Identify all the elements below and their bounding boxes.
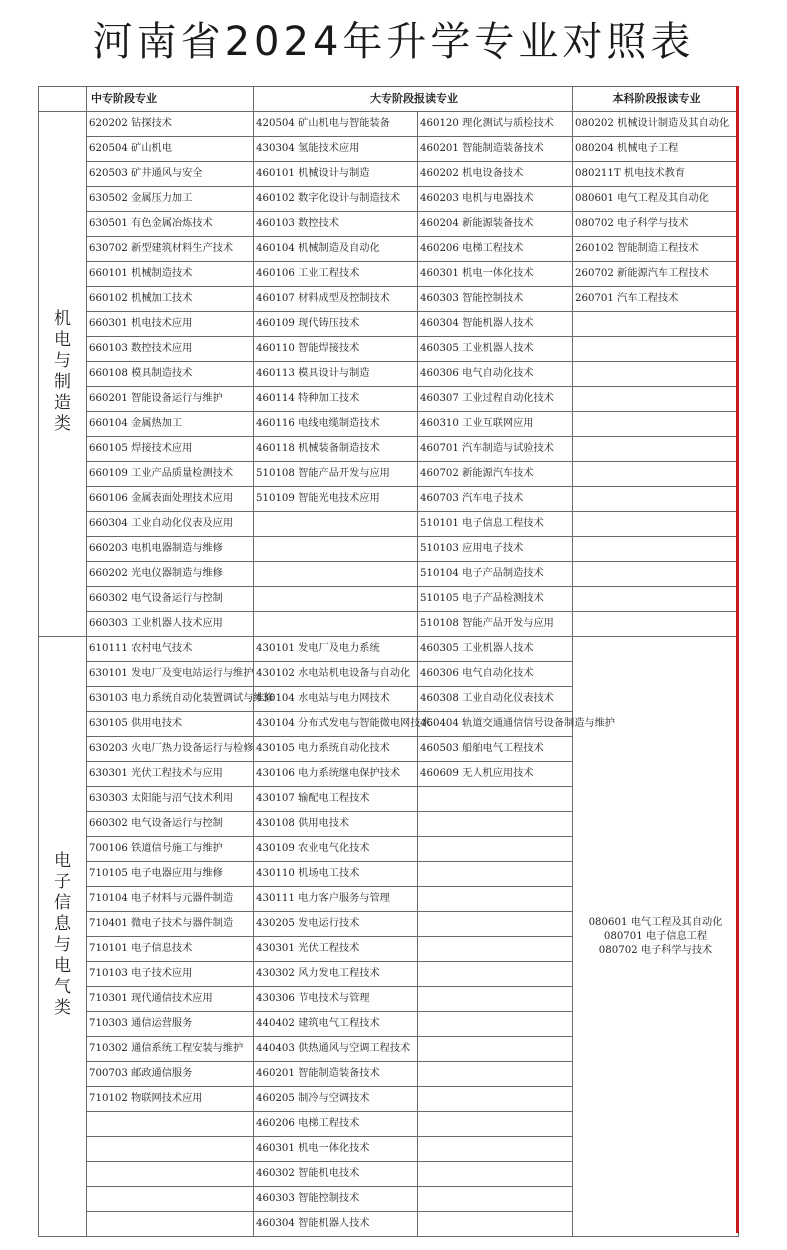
zhongzhuan-cell: 660201 智能设备运行与维护	[87, 387, 254, 412]
zhongzhuan-cell: 700703 邮政通信服务	[87, 1062, 254, 1087]
dazhuan-cell-a: 430104 水电站与电力网技术	[254, 687, 418, 712]
benke-cell	[573, 437, 739, 462]
zhongzhuan-cell: 630301 光伏工程技术与应用	[87, 762, 254, 787]
dazhuan-cell-b: 510105 电子产品检测技术	[418, 587, 573, 612]
dazhuan-cell-b	[418, 1037, 573, 1062]
dazhuan-cell-a: 460114 特种加工技术	[254, 387, 418, 412]
zhongzhuan-cell: 660202 光电仪器制造与维修	[87, 562, 254, 587]
benke-merged-item: 080601 电气工程及其自动化	[588, 916, 723, 928]
table-row	[39, 237, 739, 262]
table-row	[39, 612, 739, 637]
dazhuan-cell-b: 460503 船舶电气工程技术	[418, 737, 573, 762]
zhongzhuan-cell: 710302 通信系统工程安装与维护	[87, 1037, 254, 1062]
zhongzhuan-cell	[87, 1112, 254, 1137]
dazhuan-cell-a: 440403 供热通风与空调工程技术	[254, 1037, 418, 1062]
table-row	[39, 337, 739, 362]
table-row	[39, 287, 739, 312]
dazhuan-cell-a: 430109 农业电气化技术	[254, 837, 418, 862]
dazhuan-cell-a: 430304 氢能技术应用	[254, 137, 418, 162]
table-row	[39, 487, 739, 512]
dazhuan-cell-a: 460103 数控技术	[254, 212, 418, 237]
dazhuan-cell-b: 460701 汽车制造与试验技术	[418, 437, 573, 462]
dazhuan-cell-b: 460308 工业自动化仪表技术	[418, 687, 573, 712]
zhongzhuan-cell: 620504 矿山机电	[87, 137, 254, 162]
category-label: 机电与制造类	[54, 309, 71, 434]
zhongzhuan-cell: 660102 机械加工技术	[87, 287, 254, 312]
dazhuan-cell-b: 460404 轨道交通通信信号设备制造与维护	[418, 712, 573, 737]
dazhuan-cell-b: 460306 电气自动化技术	[418, 362, 573, 387]
dazhuan-cell-a: 460301 机电一体化技术	[254, 1137, 418, 1162]
benke-cell	[573, 462, 739, 487]
dazhuan-cell-a: 460116 电线电缆制造技术	[254, 412, 418, 437]
zhongzhuan-cell: 710303 通信运营服务	[87, 1012, 254, 1037]
dazhuan-cell-a: 430111 电力客户服务与管理	[254, 887, 418, 912]
dazhuan-cell-a	[254, 562, 418, 587]
dazhuan-cell-b	[418, 887, 573, 912]
zhongzhuan-cell: 710401 微电子技术与器件制造	[87, 912, 254, 937]
category-cell	[39, 112, 87, 637]
dazhuan-cell-b: 460305 工业机器人技术	[418, 637, 573, 662]
zhongzhuan-cell	[87, 1187, 254, 1212]
dazhuan-cell-b: 460301 机电一体化技术	[418, 262, 573, 287]
dazhuan-cell-b	[418, 1187, 573, 1212]
dazhuan-cell-b	[418, 1112, 573, 1137]
dazhuan-cell-a: 430101 发电厂及电力系统	[254, 637, 418, 662]
zhongzhuan-cell: 630103 电力系统自动化装置调试与维修	[87, 687, 254, 712]
table-row	[39, 387, 739, 412]
dazhuan-cell-a	[254, 612, 418, 637]
table-row	[39, 137, 739, 162]
dazhuan-cell-b: 460702 新能源汽车技术	[418, 462, 573, 487]
dazhuan-cell-a: 440402 建筑电气工程技术	[254, 1012, 418, 1037]
dazhuan-cell-b	[418, 962, 573, 987]
dazhuan-cell-b	[418, 912, 573, 937]
zhongzhuan-header: 中专阶段专业	[87, 87, 254, 112]
zhongzhuan-cell: 630203 火电厂热力设备运行与检修	[87, 737, 254, 762]
dazhuan-cell-b: 460303 智能控制技术	[418, 287, 573, 312]
dazhuan-cell-b	[418, 1137, 573, 1162]
benke-cell: 080702 电子科学与技术	[573, 212, 739, 237]
dazhuan-cell-b	[418, 937, 573, 962]
zhongzhuan-cell: 630101 发电厂及变电站运行与维护	[87, 662, 254, 687]
dazhuan-cell-b: 510108 智能产品开发与应用	[418, 612, 573, 637]
dazhuan-cell-b: 460310 工业互联网应用	[418, 412, 573, 437]
dazhuan-cell-a: 510109 智能光电技术应用	[254, 487, 418, 512]
zhongzhuan-cell: 660104 金属热加工	[87, 412, 254, 437]
benke-cell	[573, 337, 739, 362]
dazhuan-cell-a: 460106 工业工程技术	[254, 262, 418, 287]
dazhuan-cell-a: 460109 现代铸压技术	[254, 312, 418, 337]
dazhuan-cell-b: 510104 电子产品制造技术	[418, 562, 573, 587]
zhongzhuan-cell: 630702 新型建筑材料生产技术	[87, 237, 254, 262]
benke-cell: 080204 机械电子工程	[573, 137, 739, 162]
dazhuan-cell-a: 430205 发电运行技术	[254, 912, 418, 937]
page-title: 河南省2024年升学专业对照表	[92, 19, 695, 65]
dazhuan-cell-a: 430106 电力系统继电保护技术	[254, 762, 418, 787]
dazhuan-cell-a: 460104 机械制造及自动化	[254, 237, 418, 262]
benke-cell	[573, 587, 739, 612]
benke-merged-item: 080701 电子信息工程	[603, 930, 708, 942]
zhongzhuan-cell: 710104 电子材料与元器件制造	[87, 887, 254, 912]
dazhuan-cell-a	[254, 587, 418, 612]
dazhuan-cell-a: 430107 输配电工程技术	[254, 787, 418, 812]
dazhuan-cell-a	[254, 537, 418, 562]
dazhuan-cell-b: 460206 电梯工程技术	[418, 237, 573, 262]
zhongzhuan-cell: 660101 机械制造技术	[87, 262, 254, 287]
dazhuan-cell-b	[418, 812, 573, 837]
zhongzhuan-cell: 710102 物联网技术应用	[87, 1087, 254, 1112]
table-row	[39, 212, 739, 237]
comparison-sheet	[38, 86, 738, 1233]
zhongzhuan-cell: 660103 数控技术应用	[87, 337, 254, 362]
table-row	[39, 262, 739, 287]
dazhuan-cell-a: 430306 节电技术与管理	[254, 987, 418, 1012]
zhongzhuan-cell	[87, 1162, 254, 1187]
benke-cell	[573, 512, 739, 537]
dazhuan-cell-a: 460304 智能机器人技术	[254, 1212, 418, 1237]
category-header	[39, 87, 87, 112]
benke-cell	[573, 312, 739, 337]
table-row	[39, 587, 739, 612]
zhongzhuan-cell: 660105 焊接技术应用	[87, 437, 254, 462]
dazhuan-cell-b: 460305 工业机器人技术	[418, 337, 573, 362]
dazhuan-cell-b	[418, 787, 573, 812]
dazhuan-cell-a: 460201 智能制造装备技术	[254, 1062, 418, 1087]
table-row	[39, 312, 739, 337]
dazhuan-cell-a: 430302 风力发电工程技术	[254, 962, 418, 987]
table-row	[39, 512, 739, 537]
table-row	[39, 162, 739, 187]
dazhuan-cell-a: 430102 水电站机电设备与自动化	[254, 662, 418, 687]
dazhuan-cell-b	[418, 1212, 573, 1237]
benke-cell	[573, 487, 739, 512]
benke-cell: 080601 电气工程及其自动化	[573, 187, 739, 212]
dazhuan-cell-a: 460303 智能控制技术	[254, 1187, 418, 1212]
benke-header: 本科阶段报读专业	[573, 87, 739, 112]
category-cell	[39, 637, 87, 1237]
dazhuan-cell-a: 430104 分布式发电与智能微电网技术	[254, 712, 418, 737]
zhongzhuan-cell: 610111 农村电气技术	[87, 637, 254, 662]
zhongzhuan-cell: 660106 金属表面处理技术应用	[87, 487, 254, 512]
dazhuan-cell-b	[418, 987, 573, 1012]
benke-cell: 260702 新能源汽车工程技术	[573, 262, 739, 287]
dazhuan-cell-b: 460201 智能制造装备技术	[418, 137, 573, 162]
benke-cell	[573, 362, 739, 387]
major-comparison-table	[38, 86, 739, 1237]
zhongzhuan-cell: 700106 铁道信号施工与维护	[87, 837, 254, 862]
dazhuan-cell-b: 460307 工业过程自动化技术	[418, 387, 573, 412]
dazhuan-cell-b	[418, 1062, 573, 1087]
dazhuan-cell-a: 430110 机场电工技术	[254, 862, 418, 887]
dazhuan-cell-a	[254, 512, 418, 537]
dazhuan-cell-a: 510108 智能产品开发与应用	[254, 462, 418, 487]
zhongzhuan-cell: 660109 工业产品质量检测技术	[87, 462, 254, 487]
dazhuan-cell-b: 510103 应用电子技术	[418, 537, 573, 562]
table-row	[39, 462, 739, 487]
zhongzhuan-cell: 620503 矿井通风与安全	[87, 162, 254, 187]
zhongzhuan-cell: 660302 电气设备运行与控制	[87, 587, 254, 612]
zhongzhuan-cell: 630501 有色金属冶炼技术	[87, 212, 254, 237]
dazhuan-cell-b	[418, 1012, 573, 1037]
benke-cell	[573, 562, 739, 587]
benke-cell: 260701 汽车工程技术	[573, 287, 739, 312]
dazhuan-cell-b: 460202 机电设备技术	[418, 162, 573, 187]
dazhuan-cell-b: 460304 智能机器人技术	[418, 312, 573, 337]
dazhuan-cell-a: 430105 电力系统自动化技术	[254, 737, 418, 762]
zhongzhuan-cell: 660108 模具制造技术	[87, 362, 254, 387]
dazhuan-cell-a: 460101 机械设计与制造	[254, 162, 418, 187]
zhongzhuan-cell: 620202 钻探技术	[87, 112, 254, 137]
benke-cell	[573, 387, 739, 412]
benke-cell	[573, 537, 739, 562]
table-row	[39, 562, 739, 587]
dazhuan-cell-a: 430301 光伏工程技术	[254, 937, 418, 962]
dazhuan-cell-b: 510101 电子信息工程技术	[418, 512, 573, 537]
benke-merged-item: 080702 电子科学与技术	[598, 944, 713, 956]
dazhuan-cell-b: 460120 理化测试与质检技术	[418, 112, 573, 137]
dazhuan-cell-b: 460703 汽车电子技术	[418, 487, 573, 512]
zhongzhuan-cell: 630105 供用电技术	[87, 712, 254, 737]
dazhuan-header: 大专阶段报读专业	[254, 87, 573, 112]
table-row	[39, 537, 739, 562]
dazhuan-cell-a: 430108 供用电技术	[254, 812, 418, 837]
dazhuan-cell-a: 420504 矿山机电与智能装备	[254, 112, 418, 137]
dazhuan-cell-a: 460110 智能焊接技术	[254, 337, 418, 362]
dazhuan-cell-a: 460113 模具设计与制造	[254, 362, 418, 387]
zhongzhuan-cell: 710105 电子电器应用与维修	[87, 862, 254, 887]
dazhuan-cell-b	[418, 862, 573, 887]
zhongzhuan-cell: 660203 电机电器制造与维修	[87, 537, 254, 562]
benke-cell: 080211T 机电技术教育	[573, 162, 739, 187]
zhongzhuan-cell: 630502 金属压力加工	[87, 187, 254, 212]
dazhuan-cell-a: 460302 智能机电技术	[254, 1162, 418, 1187]
benke-cell	[573, 612, 739, 637]
zhongzhuan-cell: 660301 机电技术应用	[87, 312, 254, 337]
dazhuan-cell-a: 460206 电梯工程技术	[254, 1112, 418, 1137]
table-row	[39, 112, 739, 137]
zhongzhuan-cell: 660304 工业自动化仪表及应用	[87, 512, 254, 537]
dazhuan-cell-b: 460306 电气自动化技术	[418, 662, 573, 687]
dazhuan-cell-a: 460118 机械装备制造技术	[254, 437, 418, 462]
dazhuan-cell-b: 460204 新能源装备技术	[418, 212, 573, 237]
table-row	[39, 362, 739, 387]
dazhuan-cell-a: 460107 材料成型及控制技术	[254, 287, 418, 312]
zhongzhuan-cell	[87, 1137, 254, 1162]
dazhuan-cell-b	[418, 837, 573, 862]
dazhuan-cell-b	[418, 1087, 573, 1112]
zhongzhuan-cell: 660303 工业机器人技术应用	[87, 612, 254, 637]
zhongzhuan-cell: 710301 现代通信技术应用	[87, 987, 254, 1012]
dazhuan-cell-b: 460203 电机与电器技术	[418, 187, 573, 212]
benke-cell	[573, 412, 739, 437]
benke-cell: 260102 智能制造工程技术	[573, 237, 739, 262]
zhongzhuan-cell: 630303 太阳能与沼气技术利用	[87, 787, 254, 812]
table-row	[39, 437, 739, 462]
zhongzhuan-cell: 660302 电气设备运行与控制	[87, 812, 254, 837]
table-row	[39, 637, 739, 662]
zhongzhuan-cell	[87, 1212, 254, 1237]
dazhuan-cell-a: 460205 制冷与空调技术	[254, 1087, 418, 1112]
dazhuan-cell-a: 460102 数字化设计与制造技术	[254, 187, 418, 212]
table-row	[39, 412, 739, 437]
zhongzhuan-cell: 710103 电子技术应用	[87, 962, 254, 987]
table-row	[39, 187, 739, 212]
category-label: 电子信息与电气类	[54, 850, 71, 1018]
dazhuan-cell-b	[418, 1162, 573, 1187]
right-red-border	[736, 86, 739, 1233]
table-header-row	[39, 87, 739, 112]
dazhuan-cell-b: 460609 无人机应用技术	[418, 762, 573, 787]
zhongzhuan-cell: 710101 电子信息技术	[87, 937, 254, 962]
benke-cell: 080202 机械设计制造及其自动化	[573, 112, 739, 137]
